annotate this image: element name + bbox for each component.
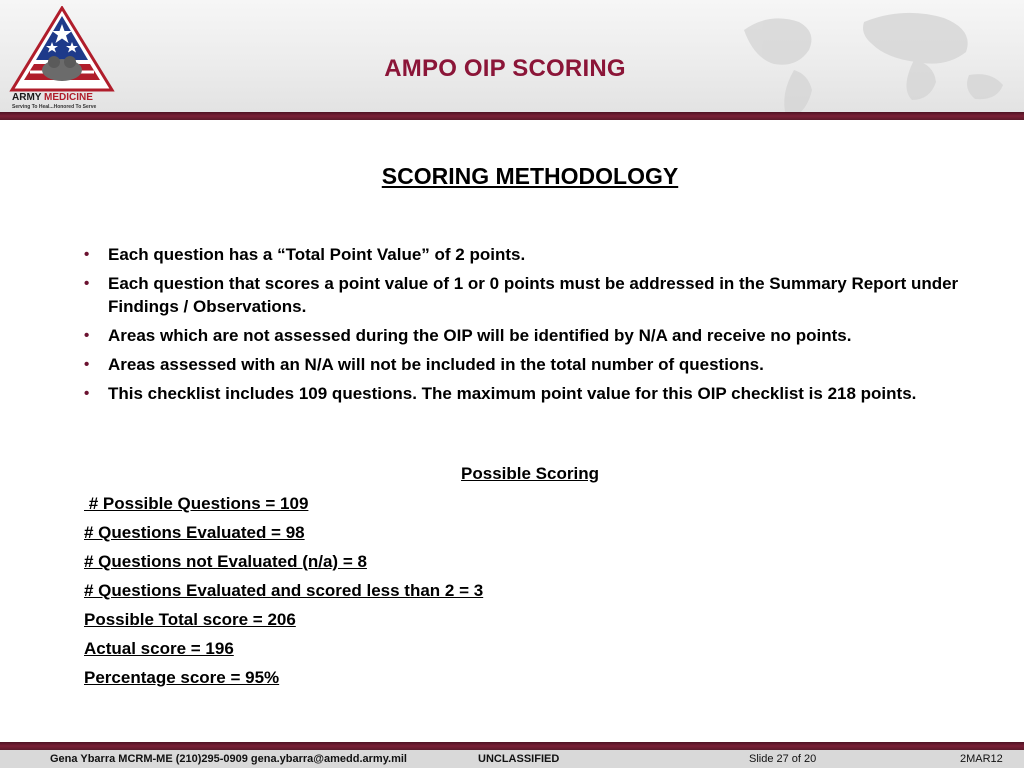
header-divider [0, 112, 1024, 120]
bullet-text: Each question that scores a point value of 1 or 0 points must be addressed in the Summary Report under Findings / Observations. [108, 274, 959, 316]
bullet-text: Each question has a “Total Point Value” of 2 points. [108, 245, 526, 264]
footer-date: 2MAR12 [960, 753, 1003, 765]
bullet-item [80, 243, 980, 266]
slide-footer [0, 750, 1024, 768]
scoring-list [84, 492, 684, 695]
bullet-icon: • [84, 327, 90, 344]
section-heading: SCORING METHODOLOGY [381, 163, 679, 189]
slide-title: AMPO OIP SCORING [384, 55, 626, 82]
scoring-line: Actual score = 196 [84, 639, 234, 658]
bullet-item [80, 272, 980, 318]
logo-text [12, 92, 120, 103]
bullet-text: Areas assessed with an N/A will not be included in the total number of questions. [108, 355, 764, 374]
scoring-line: # Questions Evaluated = 98 [84, 523, 305, 542]
bullet-item [80, 382, 980, 405]
bullet-text: Areas which are not assessed during the OIP will be identified by N/A and receive no points. [108, 326, 852, 345]
scoring-heading: Possible Scoring [461, 464, 599, 483]
bullet-item [80, 324, 980, 347]
scoring-line: # Questions Evaluated and scored less than 2 = 3 [84, 581, 484, 600]
footer-divider [0, 742, 1024, 750]
bullet-list [80, 243, 980, 411]
bullet-item [80, 353, 980, 376]
scoring-line: # Questions not Evaluated (n/a) = 8 [84, 552, 367, 571]
bullet-icon: • [84, 275, 90, 292]
slide-header [0, 0, 1024, 116]
scoring-line: Percentage score = 95% [84, 668, 280, 687]
logo-army-text: ARMY [12, 92, 42, 103]
footer-slide-number: Slide 27 of 20 [749, 753, 817, 765]
bullet-icon: • [84, 356, 90, 373]
scoring-line: Possible Total score = 206 [84, 610, 296, 629]
logo-medicine-text: MEDICINE [44, 92, 93, 103]
bullet-text: This checklist includes 109 questions. The maximum point value for this OIP checklist is 218 points. [108, 384, 917, 403]
logo-tagline: Serving To Heal...Honored To Serve [12, 104, 97, 110]
scoring-line: # Possible Questions = 109 [84, 494, 309, 513]
footer-contact: Gena Ybarra MCRM-ME (210)295-0909 gena.ybarra@amedd.army.mil [50, 753, 407, 765]
footer-classification: UNCLASSIFIED [478, 753, 560, 765]
bullet-icon: • [84, 246, 90, 263]
bullet-icon: • [84, 385, 90, 402]
